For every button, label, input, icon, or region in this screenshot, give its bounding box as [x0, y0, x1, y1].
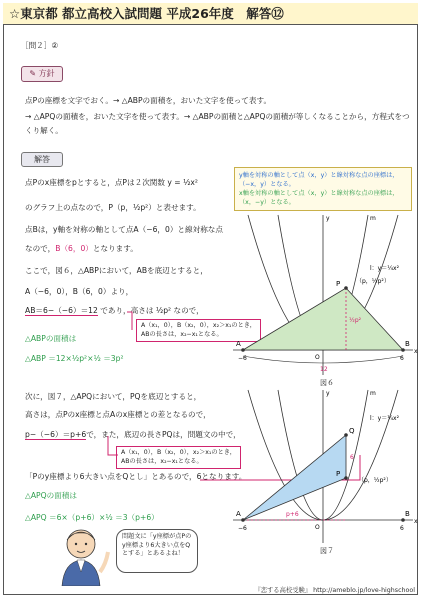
hoshin-line-2: → △APQの面積を，おいた文字を使って表す。→ △ABPの面積と△APQの面積が等しくなることから，方程式をつくり解く。	[25, 112, 410, 135]
teacher-bubble: 問題文に「y座標が点Pのy座標より6大きい点をQとする」とあるよね！	[116, 529, 198, 573]
label-A: A	[236, 340, 241, 348]
line-3: 点Bは，y軸を対称の軸として点A（−6，0）と線対称な点	[25, 225, 223, 234]
line-4: なので，B（6，0）となります。	[25, 244, 138, 253]
label-m6: −6	[238, 355, 247, 362]
label-P: P	[336, 280, 341, 288]
label-curve: l：y＝¼x²	[370, 415, 399, 422]
label-y: y	[326, 215, 330, 222]
label-m: m	[370, 390, 376, 397]
footer-credit: 『恋する高校受験』 http://ameblo.jp/love-highschool	[254, 587, 415, 594]
line-2: のグラフ上の点なので，P（p，½p²）と表せます。	[25, 203, 201, 212]
label-m6: −6	[238, 525, 247, 532]
point-P	[344, 286, 348, 290]
label-6: 6	[400, 355, 404, 362]
label-Q: Q	[349, 427, 355, 435]
fig7-caption: 図７	[320, 547, 334, 555]
line-6: A（−6，0），B（6，0）より，	[25, 287, 134, 296]
label-m: m	[370, 215, 376, 222]
line-7: AB＝6−（−6）＝12 であり，高さは ½p² なので，	[25, 306, 204, 315]
line-11: 高さは，点Pのx座標と点Aのx座標との差となるので，	[25, 410, 211, 419]
label-O: O	[315, 354, 320, 361]
page-title: ☆東京都 都立高校入試問題 平成26年度 解答⑫	[3, 3, 418, 25]
hoshin-label: ✎ 方針	[21, 66, 63, 82]
line-12: p−（−6）＝p+6で，また，底辺の長さPQは，問題文の中で，	[25, 430, 241, 439]
label-six: 6	[350, 454, 354, 461]
point-B	[401, 348, 405, 352]
question-number: ［問２］②	[21, 41, 59, 50]
label-height: ½p²	[349, 317, 362, 324]
label-P: P	[336, 470, 341, 478]
label-y: y	[326, 390, 330, 397]
label-pplus6: p+6	[286, 511, 299, 518]
point-A	[241, 348, 245, 352]
ab-length-note-1: A（x₁，0），B（x₂，0），x₂＞x₁のとき， ABの長さは，x₂−x₁となる。	[136, 319, 261, 342]
line-5: ここで，図６，△ABPにおいて，ABを底辺とすると，	[25, 266, 208, 275]
point-P	[344, 476, 348, 480]
label-curve: l：y＝¼x²	[370, 265, 399, 272]
label-Pcoord: （p，½p²）	[358, 477, 392, 484]
label-x: x	[414, 348, 418, 355]
figure-7	[228, 385, 418, 545]
ab-length-note-2: A（x₁，0），B（x₂，0），x₂＞x₁のとき， ABの長さは，x₂−x₁となる。	[116, 446, 241, 469]
label-O: O	[315, 524, 320, 531]
line-10: 次に，図７，△APQにおいて，PQを底辺とすると，	[25, 392, 202, 401]
teacher-avatar	[50, 522, 112, 586]
label-Pcoord: （p，½p²）	[356, 278, 390, 285]
label-x: x	[414, 518, 418, 525]
line-15: △APQ ＝6×（p+6）×½ ＝3（p+6）	[25, 513, 159, 522]
point-A	[241, 518, 245, 522]
label-B: B	[405, 340, 410, 348]
label-A: A	[236, 510, 241, 518]
kaito-label: 解答	[21, 152, 63, 167]
label-6: 6	[400, 525, 404, 532]
point-B	[401, 518, 405, 522]
triangle-APQ	[243, 435, 346, 520]
line-14: △APQの面積は	[25, 491, 77, 500]
point-Q	[344, 433, 348, 437]
line-8: △ABPの面積は	[25, 334, 77, 343]
line-9: △ABP ＝12×½p²×½ ＝3p²	[25, 354, 124, 363]
figure-6	[228, 210, 418, 380]
label-B: B	[405, 510, 410, 518]
line-1: 点Pのx座標をpとすると，点Pは２次関数 y = ½x²	[25, 178, 198, 187]
label-12: 12	[320, 366, 328, 373]
symmetry-note: y軸を対称の軸として点（x，y）と線対称な点の座標は，（−x，y）となる。 x軸を対称の軸として点（x，y）と線対称な点の座標は，（x，−y）となる。	[234, 167, 412, 211]
hoshin-line-1: 点Pの座標を文字でおく。→ △ABPの面積を，おいた文字を使って表す。	[25, 96, 272, 105]
fig6-caption: 図６	[320, 379, 334, 387]
line-13: 「Pのy座標より6大きい点をQとし」とあるので，6となります。	[25, 472, 247, 481]
